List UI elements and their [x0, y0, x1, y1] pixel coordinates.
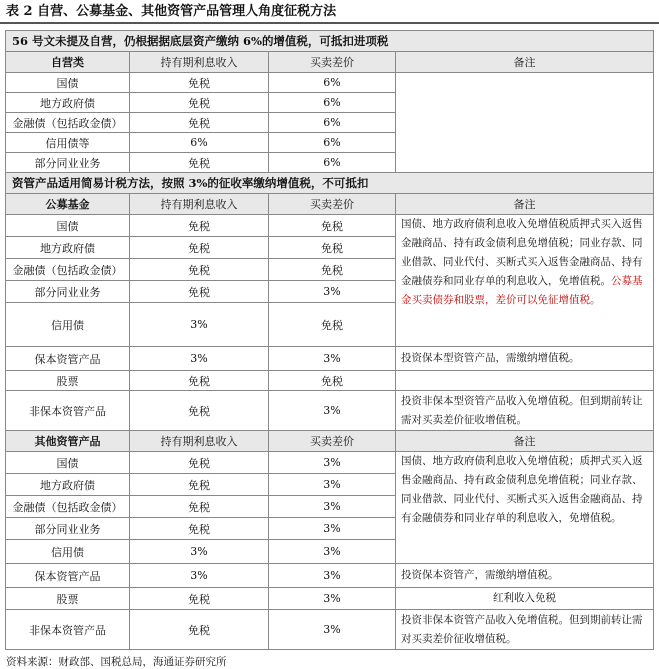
interest-cell: 6%: [130, 133, 269, 153]
note-cell: 投资保本资管产，需缴纳增值税。: [396, 564, 654, 588]
table-row: [6, 73, 654, 93]
interest-cell: 免税: [130, 215, 269, 237]
spread-cell: 免税: [269, 371, 396, 391]
spread-cell: 6%: [269, 133, 396, 153]
interest-cell: 免税: [130, 371, 269, 391]
column-header-note: 备注: [396, 52, 654, 73]
item-cell: 保本资管产品: [6, 347, 130, 371]
item-cell: 信用债: [6, 540, 130, 564]
column-header-spread: 买卖差价: [269, 52, 396, 73]
interest-cell: 免税: [130, 452, 269, 474]
spread-cell: 6%: [269, 73, 396, 93]
category-header: 其他资管产品: [6, 431, 130, 452]
category-header: 公募基金: [6, 194, 130, 215]
interest-cell: 免税: [130, 588, 269, 610]
note-cell: [396, 73, 654, 173]
item-cell: 地方政府债: [6, 93, 130, 113]
table-row: [6, 610, 654, 650]
interest-cell: 免税: [130, 496, 269, 518]
interest-cell: 免税: [130, 474, 269, 496]
interest-cell: 免税: [130, 93, 269, 113]
item-cell: 国债: [6, 215, 130, 237]
interest-cell: 免税: [130, 153, 269, 173]
interest-cell: 免税: [130, 237, 269, 259]
item-cell: 金融债（包括政金债）: [6, 113, 130, 133]
table-row: [6, 391, 654, 431]
item-cell: 股票: [6, 371, 130, 391]
section-banner-proprietary: [6, 31, 654, 52]
item-cell: 金融债（包括政金债）: [6, 259, 130, 281]
item-cell: 国债: [6, 452, 130, 474]
table-title: 表 2 自营、公募基金、其他资管产品管理人角度征税方法: [0, 0, 659, 24]
header-row-proprietary: [6, 52, 654, 73]
spread-cell: 免税: [269, 303, 396, 347]
tax-table: [5, 30, 654, 650]
source-note: 资料来源：财政部、国税总局，海通证券研究所: [6, 656, 227, 668]
item-cell: 部分同业业务: [6, 281, 130, 303]
table-row: [6, 347, 654, 371]
note-text: 国债、地方政府债利息收入免增值税质押式买入返售金融商品、持有政金债利息免增值税；同业存款、同业借款、同业代付、买断式买入返售金融商品、持有金融债券和同业存单的利息收入，免增值税。: [401, 218, 643, 287]
item-cell: 部分同业业务: [6, 518, 130, 540]
item-cell: 地方政府债: [6, 237, 130, 259]
interest-cell: 免税: [130, 281, 269, 303]
spread-cell: 免税: [269, 215, 396, 237]
spread-cell: 3%: [269, 518, 396, 540]
spread-cell: 3%: [269, 452, 396, 474]
table-row: [6, 215, 654, 237]
interest-cell: 3%: [130, 303, 269, 347]
note-cell: 投资非保本资管产品收入免增值税。但到期前转让需对买卖差价征收增值税。: [396, 610, 654, 650]
table-row: [6, 564, 654, 588]
column-header-interest: 持有期利息收入: [130, 52, 269, 73]
item-cell: 保本资管产品: [6, 564, 130, 588]
column-header-interest: 持有期利息收入: [130, 194, 269, 215]
spread-cell: 6%: [269, 153, 396, 173]
table-row: [6, 371, 654, 391]
interest-cell: 3%: [130, 540, 269, 564]
spread-cell: 3%: [269, 588, 396, 610]
spread-cell: 免税: [269, 237, 396, 259]
category-header: 自营类: [6, 52, 130, 73]
spread-cell: 3%: [269, 564, 396, 588]
table-row: [6, 588, 654, 610]
column-header-interest: 持有期利息收入: [130, 431, 269, 452]
section-banner-asset-management: [6, 173, 654, 194]
spread-cell: 3%: [269, 610, 396, 650]
interest-cell: 免税: [130, 518, 269, 540]
column-header-spread: 买卖差价: [269, 194, 396, 215]
item-cell: 金融债（包括政金债）: [6, 496, 130, 518]
note-cell: 投资非保本型资管产品收入免增值税。但到期前转让需对买卖差价征收增值税。: [396, 391, 654, 431]
interest-cell: 3%: [130, 347, 269, 371]
spread-cell: 3%: [269, 281, 396, 303]
column-header-spread: 买卖差价: [269, 431, 396, 452]
spread-cell: 3%: [269, 496, 396, 518]
interest-cell: 免税: [130, 73, 269, 93]
section-banner-text: 56 号文未提及自营，仍根据据底层资产缴纳 6%的增值税，可抵扣进项税: [6, 31, 654, 52]
item-cell: 非保本资管产品: [6, 391, 130, 431]
spread-cell: 3%: [269, 474, 396, 496]
column-header-note: 备注: [396, 194, 654, 215]
note-cell: [396, 371, 654, 391]
interest-cell: 免税: [130, 113, 269, 133]
spread-cell: 3%: [269, 540, 396, 564]
spread-cell: 免税: [269, 259, 396, 281]
item-cell: 部分同业业务: [6, 153, 130, 173]
interest-cell: 免税: [130, 391, 269, 431]
header-row-other-products: [6, 431, 654, 452]
table-row: [6, 452, 654, 474]
item-cell: 非保本资管产品: [6, 610, 130, 650]
item-cell: 信用债等: [6, 133, 130, 153]
interest-cell: 免税: [130, 259, 269, 281]
spread-cell: 6%: [269, 113, 396, 133]
note-highlight-red: 公募基金买卖债券和股票，差价可以免征增值税。: [401, 275, 643, 306]
spread-cell: 3%: [269, 347, 396, 371]
item-cell: 地方政府债: [6, 474, 130, 496]
column-header-note: 备注: [396, 431, 654, 452]
interest-cell: 免税: [130, 610, 269, 650]
section-banner-text: 资管产品适用简易计税方法，按照 3%的征收率缴纳增值税，不可抵扣: [6, 173, 654, 194]
item-cell: 信用债: [6, 303, 130, 347]
item-cell: 股票: [6, 588, 130, 610]
note-cell: 红利收入免税: [396, 588, 654, 610]
note-cell: 投资保本型资管产品，需缴纳增值税。: [396, 347, 654, 371]
item-cell: 国债: [6, 73, 130, 93]
spread-cell: 6%: [269, 93, 396, 113]
interest-cell: 3%: [130, 564, 269, 588]
note-cell: [396, 215, 654, 347]
spread-cell: 3%: [269, 391, 396, 431]
note-cell: 国债、地方政府债利息收入免增值税；质押式买入返售金融商品、持有政金债利息免增值税；同业存款、同业借款、同业代付、买断式买入返售金融商品、持有金融债券和同业存单的利息收入，免增值税。: [396, 452, 654, 564]
header-row-public-fund: [6, 194, 654, 215]
